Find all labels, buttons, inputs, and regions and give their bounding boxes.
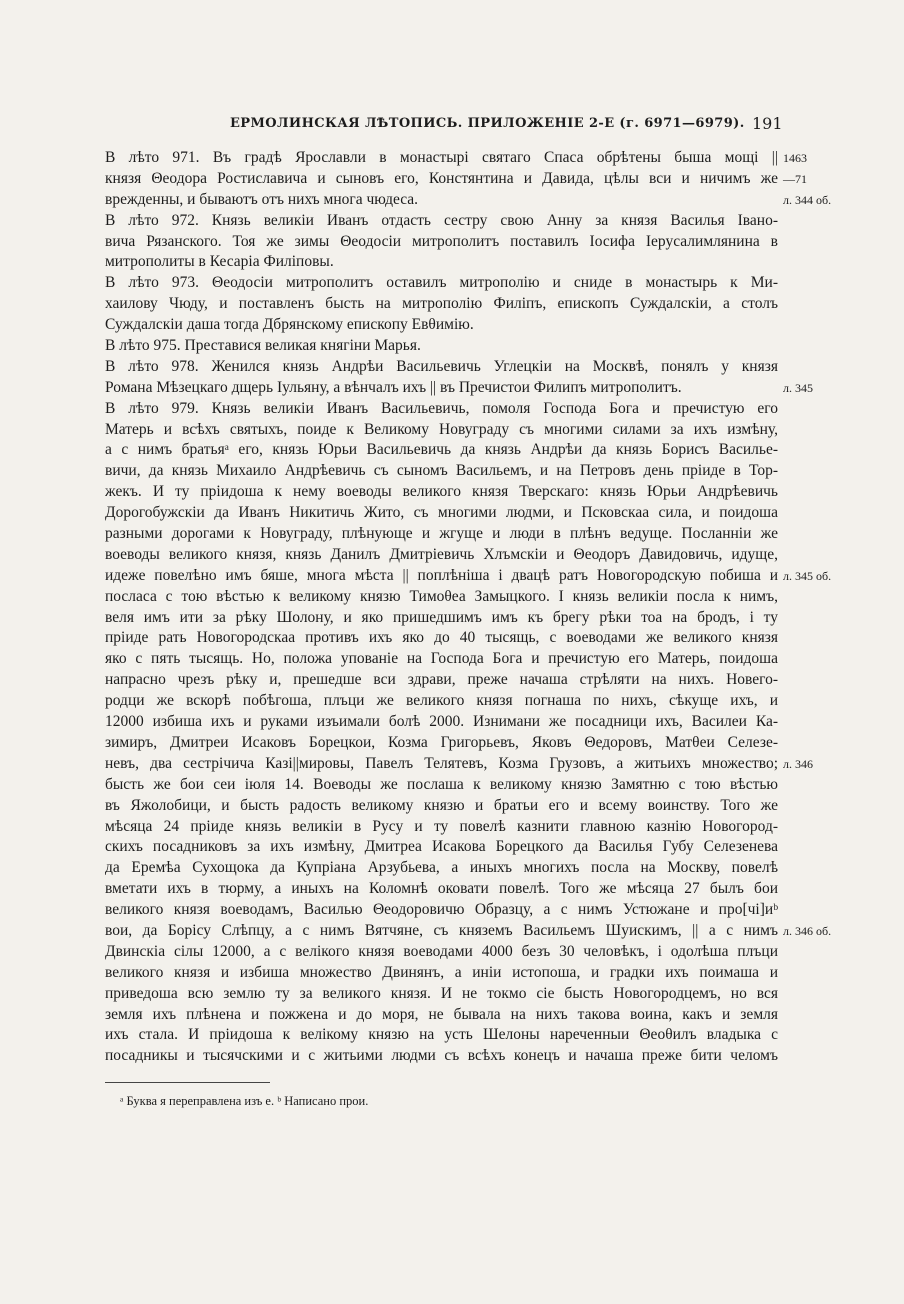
text-line: В лѣто 975. Преставися великая княгіни Марья. [105, 337, 421, 355]
text-line: князя Θеодора Ростиславича и сыновъ его, Констянтина и Давида, цѣлы вси и ничимъ же [105, 169, 778, 187]
chronicle-text [105, 148, 778, 1067]
margin-note: —71 [783, 171, 807, 186]
text-line: вои, да Борісу Слѣпцу, а с нимъ Вятчяне, съ княземъ Васильемъ Шуискимъ, || а с нимъ [105, 921, 778, 939]
text-line: приведоша всю землю ту за великого князя. И не токмо сіе бысть Новогородцемъ, но вся [105, 984, 778, 1002]
text-line: бысть же бои сеи іюля 14. Воеводы же послаша к великому князю Замятню с тою вѣстью [105, 775, 778, 793]
margin-note: 1463 [783, 151, 807, 165]
text-line: невъ, два сестрічича Казі||мировы, Павелъ Телятевъ, Козма Грузовъ, а житьихъ множество; [105, 754, 778, 772]
text-line: В лѣто 978. Женился князь Андрѣи Васильевичь Углецкіи на Москвѣ, понялъ у князя [105, 357, 778, 375]
text-line: пріиде рать Новогородскаа противъ ихъ яко до 40 тысящь, с воеводами же великого князя [105, 629, 778, 647]
text-line: хаилову Чюду, и поставленъ бысть на митрополію Филіпъ, епископъ Суждалскіи, а столъ [105, 295, 778, 313]
text-line: разными дорогами к Новуграду, плѣнующе и жгуще и люди в плѣнъ ведуще. Посланніи же [105, 525, 778, 543]
text-line: веля имъ ити за рѣку Шолону, и яко пришедшимъ имъ къ брегу рѣки тоа на бродъ, і ту [105, 608, 778, 626]
text-line: В лѣто 972. Князь великіи Иванъ отдасть сестру свою Анну за князя Василья Івано- [105, 211, 778, 229]
text-line: мѣсяца 24 пріиде князь великіи в Русу и ту повелѣ казнити главною казнію Новогород- [105, 817, 778, 835]
text-line: вича Рязанского. Тоя же зимы Θеодосіи митрополитъ поставилъ Іосифа Іерусалимлянина в [105, 232, 778, 250]
margin-note: л. 345 об. [783, 569, 832, 583]
text-line: В лѣто 979. Князь великіи Иванъ Васильевичь, помоля Господа Бога и пречистую его [105, 399, 778, 417]
text-line: великого князя воеводамъ, Василью Θеодоровичю Образцу, а с нимъ Устюжане и про[чі]иᵇ [105, 901, 778, 919]
running-title: ЕРМОЛИНСКАЯ ЛѢТОПИСЬ. ПРИЛОЖЕНIЕ 2-Е (г. 6971—6979). [230, 116, 745, 131]
text-line: Дорогобужскіи да Иванъ Никитичь Жито, съ многими людми, и Псковскаа сила, и поидоша [105, 504, 778, 522]
text-line: ихъ стала. И пріидоша к велікому князю на усть Шелоны нареченныи Θеоθилъ владыка с [105, 1026, 778, 1044]
text-line: напрасно чрезъ рѣку и, прешедше вси здрави, преже начаша стрѣляти на нихъ. Новего- [105, 671, 778, 689]
text-line: Суждалскіи даша тогда Дбрянскому епископу Евθимію. [105, 316, 474, 334]
text-line: великого князя и избиша множество Двинянъ, а иніи истопоша, и градки ихъ поимаша и [105, 963, 778, 981]
text-line: скихъ посадниковъ за ихъ измѣну, Дмитреа Исакова Борецкого да Василья Губу Селезенева [105, 838, 778, 856]
text-line: родци же вскорѣ побѣгоша, плъци же великого князя погнаша по нихъ, сѣкуще ихъ, и [105, 692, 778, 710]
text-line: врежденны, и бываютъ отъ нихъ многа чюдеса. [105, 190, 419, 208]
text-line: да Еремѣа Сухощока да Купріана Арзубьева, а иныхъ многихъ посла на Москву, повелѣ [105, 859, 778, 877]
text-line: В лѣто 971. Въ градѣ Ярославли в монастырі святаго Спаса обрѣтены быша мощі || [105, 149, 778, 166]
text-line: жекъ. И ту пріидоша к нему воеводы великого князя Тверскаго: князь Юрьи Андрѣевичь [105, 483, 778, 501]
text-line: вичи, да князь Михаило Андрѣевичь съ сыномъ Васильемъ, и на Петровъ день пріиде в Тор- [105, 462, 778, 480]
text-line: Романа Мѣзецкаго дщерь Іульяну, а вѣнчалъ ихъ || въ Пречистои Филипъ митрополитъ. [105, 378, 682, 396]
text-line: посадникы и тысячскими и с житьими людми съ всѣхъ конецъ и начаша преже бити челомъ [105, 1047, 778, 1065]
footnotes: ᵃ Буква я переправлена изъ е. ᵇ Написано прои. [120, 1094, 369, 1108]
text-line: 12000 избиша ихъ и руками изъимали болѣ 2000. Изнимани же посадници ихъ, Василеи Ка- [105, 713, 778, 731]
margin-note: л. 345 [783, 380, 813, 395]
text-line: Двинскіа сілы 12000, а с велікого князя воеводами 4000 безъ 30 человѣкъ, і одолѣша плъци [105, 942, 778, 960]
text-line: митрополиты в Кесаріа Филіповы. [105, 253, 334, 271]
text-line: В лѣто 973. Θеодосіи митрополитъ оставилъ митрополію и сниде в монастырь к Ми- [105, 274, 778, 292]
text-line: посласа с тою вѣстью к великому князю Тимоθеа Замыцкого. І князь великіи посла к нимъ, [105, 587, 778, 605]
margin-note: л. 346 об. [783, 924, 832, 939]
text-line: вметати ихъ в тюрму, а иныхъ на Коломнѣ оковати повелѣ. Того же мѣсяца 27 былъ бои [105, 880, 778, 898]
footnote-rule [105, 1082, 270, 1083]
margin-note: л. 344 об. [783, 192, 832, 207]
page-number: 191 [752, 114, 783, 133]
text-line: яко с пять тысящь. Но, положа упованіе на Господа Бога и пречистую его Матерь, поидоша [105, 650, 778, 668]
margin-note: л. 346 [783, 757, 813, 772]
text-line: Матерь и всѣхъ святыхъ, поиде к Великому Новуграду съ многими силами за ихъ измѣну, [105, 420, 778, 438]
text-line: идеже повелѣно имъ бяше, многа мѣста || поплѣніша і двацѣ ратъ Новогородскую побиша и [105, 566, 778, 584]
text-line: земля ихъ плѣнена и пожжена и до моря, не бывала на нихъ такова воина, какъ и земля [105, 1005, 778, 1023]
text-line: а с нимъ братьяᵃ его, князь Юрьи Васильевичь да князь Андрѣи да князь Борисъ Василье- [105, 441, 778, 459]
text-line: въ Яжолобици, и бысть радость великому князю и братьи его и всему воинству. Того же [105, 796, 778, 814]
text-line: зимиръ, Дмитреи Исаковъ Борецкои, Козма Григорьевъ, Яковъ Θедоровъ, Матθеи Селезе- [105, 733, 778, 751]
text-line: воеводы великого князя, князь Данилъ Дмитріевичь Хлъмскіи и Θеодоръ Давидовичь, идуще, [105, 545, 778, 563]
